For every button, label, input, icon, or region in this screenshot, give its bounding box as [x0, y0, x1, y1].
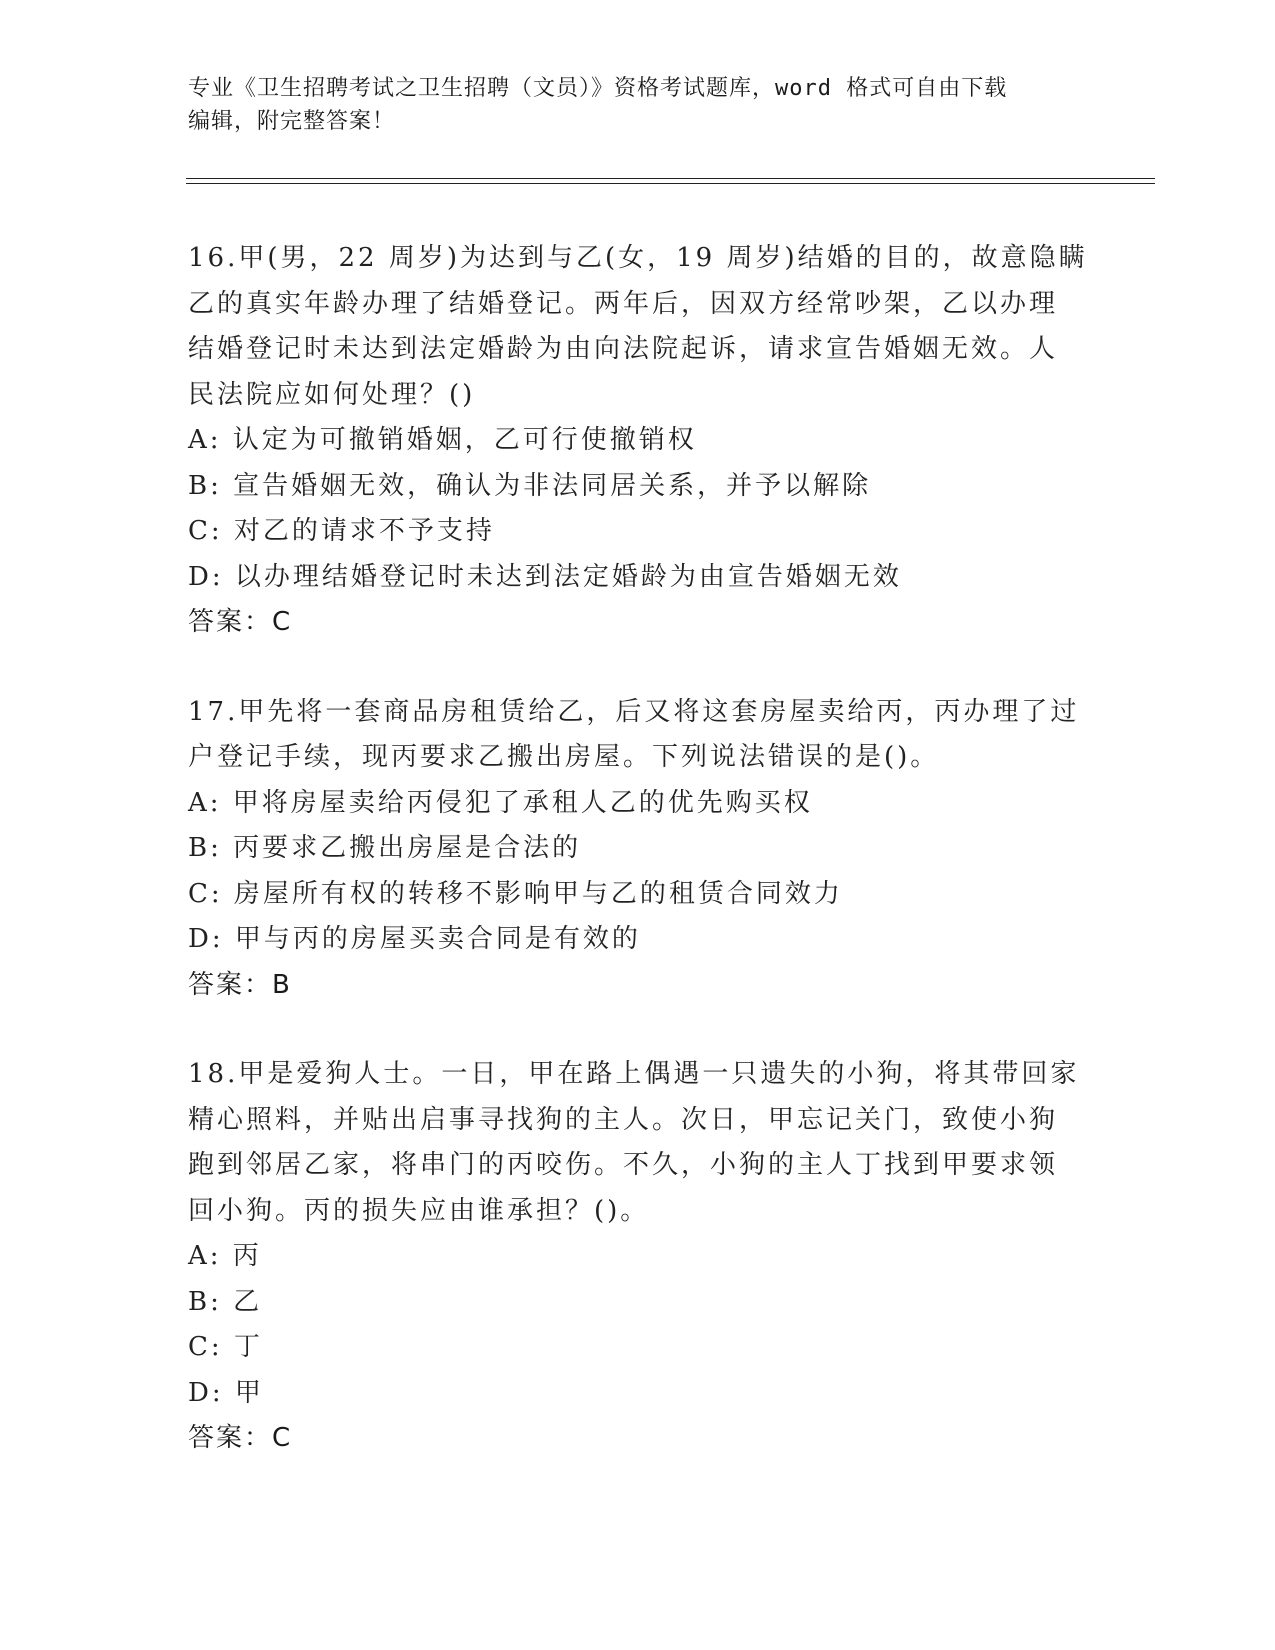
- header-line-2: 编辑，附完整答案！: [188, 109, 396, 134]
- header-divider-top: [186, 178, 1155, 179]
- stem-line: 结婚登记时未达到法定婚龄为由向法院起诉，请求宣告婚姻无效。人: [188, 334, 1059, 364]
- option-c: C: 对乙的请求不予支持: [188, 516, 495, 546]
- stem-line: 跑到邻居乙家，将串门的丙咬伤。不久，小狗的主人丁找到甲要求领: [188, 1150, 1059, 1180]
- stem-line: 民法院应如何处理？(): [188, 379, 476, 410]
- question-stem: [188, 690, 1088, 781]
- stem-line: 18.甲是爱狗人士。一日，甲在路上偶遇一只遗失的小狗，将其带回家: [188, 1059, 1080, 1089]
- option-b: B: 乙: [188, 1286, 263, 1317]
- stem-line: 16.甲(男，22 周岁)为达到与乙(女，19 周岁)结婚的目的，故意隐瞒: [188, 243, 1088, 273]
- question-18: [188, 1052, 1088, 1462]
- stem-line: 17.甲先将一套商品房租赁给乙，后又将这套房屋卖给丙，丙办理了过: [188, 696, 1080, 727]
- question-stem: [188, 236, 1088, 418]
- option-c: C: 房屋所有权的转移不影响甲与乙的租赁合同效力: [188, 878, 843, 909]
- option-d: D: 以办理结婚登记时未达到法定婚龄为由宣告婚姻无效: [188, 561, 902, 592]
- stem-line: 回小狗。丙的损失应由谁承担？()。: [188, 1195, 650, 1226]
- option-c: C: 丁: [188, 1332, 263, 1362]
- option-d: D: 甲: [188, 1377, 264, 1408]
- stem-line: 精心照料，并贴出启事寻找狗的主人。次日，甲忘记关门，致使小狗: [188, 1104, 1059, 1135]
- question-17: [188, 690, 1088, 1009]
- option-b: B: 丙要求乙搬出房屋是合法的: [188, 833, 582, 863]
- option-a: A: 认定为可撤销婚姻，乙可行使撤销权: [188, 425, 697, 455]
- stem-line: 户登记手续，现丙要求乙搬出房屋。下列说法错误的是()。: [188, 742, 940, 772]
- answer-line: 答案：C: [188, 1423, 293, 1453]
- header-line-1: 专业《卫生招聘考试之卫生招聘（文员）》资格考试题库，word 格式可自由下载: [188, 76, 1008, 101]
- question-list: [188, 236, 1088, 1506]
- answer-line: 答案：C: [188, 607, 293, 637]
- option-d: D: 甲与丙的房屋买卖合同是有效的: [188, 924, 641, 954]
- question-stem: [188, 1052, 1088, 1234]
- option-a: A: 丙: [188, 1241, 262, 1271]
- header-divider-bottom: [186, 183, 1155, 184]
- document-header: [188, 72, 1068, 138]
- answer-line: 答案：B: [188, 969, 292, 1000]
- stem-line: 乙的真实年龄办理了结婚登记。两年后，因双方经常吵架，乙以办理: [188, 288, 1059, 319]
- option-a: A: 甲将房屋卖给丙侵犯了承租人乙的优先购买权: [188, 787, 813, 818]
- question-16: [188, 236, 1088, 646]
- option-b: B: 宣告婚姻无效，确认为非法同居关系，并予以解除: [188, 470, 872, 501]
